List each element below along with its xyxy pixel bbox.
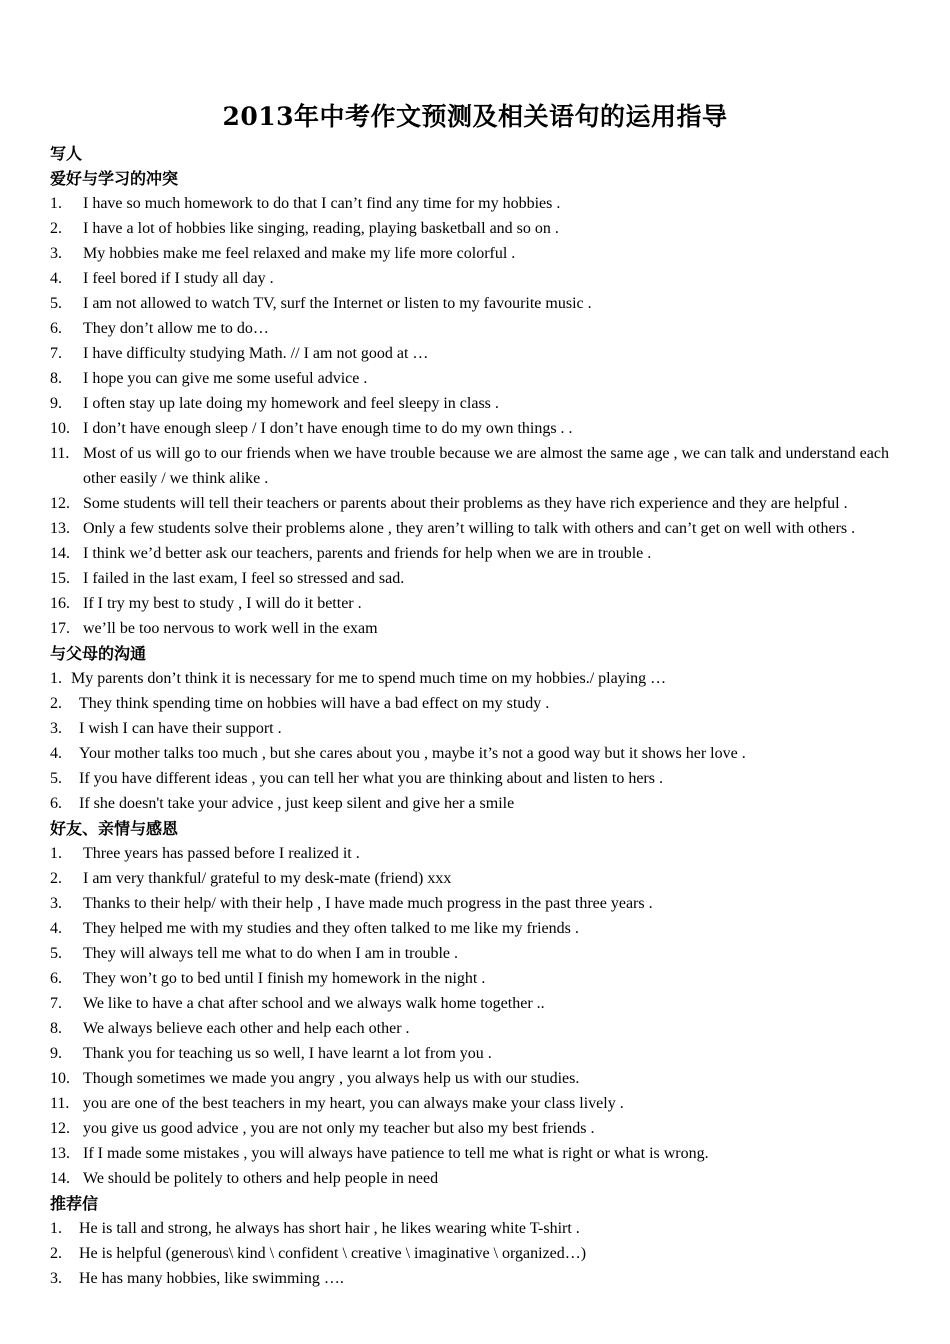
- list-item: 13. If I made some mistakes , you will always have patience to tell me what is right or what is wrong.: [50, 1145, 709, 1162]
- list-item: 17. we’ll be too nervous to work well in the exam: [50, 620, 378, 637]
- list-item: 4. Your mother talks too much , but she cares about you , maybe it’s not a good way but it shows her love .: [50, 745, 746, 762]
- list-item: 13. Only a few students solve their problems alone , they aren’t willing to talk with others and can’t get on well with others .: [50, 520, 856, 537]
- list-item: 1. I have so much homework to do that I can’t find any time for my hobbies .: [50, 195, 561, 212]
- list-item: 9. Thank you for teaching us so well, I have learnt a lot from you .: [50, 1045, 492, 1062]
- list-item: 12. Some students will tell their teachers or parents about their problems as they have rich experience and they are helpful .: [50, 495, 848, 512]
- list-item: 8. I hope you can give me some useful advice .: [50, 370, 368, 387]
- list-item: 3. My hobbies make me feel relaxed and make my life more colorful .: [50, 245, 516, 262]
- list-hobbies-vs-study: [50, 191, 910, 641]
- list-item: 14. I think we’d better ask our teachers, parents and friends for help when we are in trouble .: [50, 545, 652, 562]
- list-parents-communication: [50, 666, 910, 816]
- list-item: 4. I feel bored if I study all day .: [50, 270, 274, 287]
- list-item: 5. If you have different ideas , you can tell her what you are thinking about and listen to hers .: [50, 770, 663, 787]
- page-title: 2013年中考作文预测及相关语句的运用指导: [222, 102, 728, 131]
- list-item: 12. you give us good advice , you are not only my teacher but also my best friends .: [50, 1120, 595, 1137]
- list-item: 1. He is tall and strong, he always has short hair , he likes wearing white T-shirt .: [50, 1220, 580, 1237]
- section-heading-recommendation-letter: 推荐信: [50, 1194, 99, 1213]
- list-item: 3. Thanks to their help/ with their help , I have made much progress in the past three years .: [50, 895, 653, 912]
- list-item: 16. If I try my best to study , I will do it better .: [50, 595, 362, 612]
- document-body: [50, 141, 910, 1291]
- list-item: 2. He is helpful (generous\ kind \ confident \ creative \ imaginative \ organized…): [50, 1245, 587, 1262]
- list-item: 3. I wish I can have their support .: [50, 720, 282, 737]
- list-item: 7. We like to have a chat after school and we always walk home together ..: [50, 995, 545, 1012]
- list-item: 4. They helped me with my studies and they often talked to me like my friends .: [50, 920, 579, 937]
- list-item: 1. Three years has passed before I realized it .: [50, 845, 360, 862]
- section-heading-friends-family-gratitude: 好友、亲情与感恩: [50, 819, 179, 838]
- list-item: 5. I am not allowed to watch TV, surf the Internet or listen to my favourite music .: [50, 295, 592, 312]
- list-item: 6. They won’t go to bed until I finish my homework in the night .: [50, 970, 486, 987]
- list-item: 15. I failed in the last exam, I feel so stressed and sad.: [50, 570, 405, 587]
- list-friends-family-gratitude: [50, 841, 910, 1191]
- list-item: 14. We should be politely to others and help people in need: [50, 1170, 439, 1187]
- list-item: 7. I have difficulty studying Math. // I am not good at …: [50, 345, 429, 362]
- list-item: 10. I don’t have enough sleep / I don’t have enough time to do my own things . .: [50, 420, 573, 437]
- list-item: 9. I often stay up late doing my homework and feel sleepy in class .: [50, 395, 499, 412]
- list-item: 6. If she doesn't take your advice , just keep silent and give her a smile: [50, 795, 515, 812]
- list-item: 3. He has many hobbies, like swimming ….: [50, 1270, 344, 1287]
- list-item: 6. They don’t allow me to do…: [50, 320, 269, 337]
- list-recommendation-letter: [50, 1216, 910, 1291]
- section-heading-parents-communication: 与父母的沟通: [50, 644, 147, 663]
- list-item: 2. I have a lot of hobbies like singing, reading, playing basketball and so on .: [50, 220, 559, 237]
- list-item: 11. you are one of the best teachers in my heart, you can always make your class lively .: [50, 1095, 624, 1112]
- list-item: 1. My parents don’t think it is necessary for me to spend much time on my hobbies./ playing …: [50, 670, 667, 687]
- list-item: 2. They think spending time on hobbies will have a bad effect on my study .: [50, 695, 550, 712]
- list-item: 5. They will always tell me what to do when I am in trouble .: [50, 945, 459, 962]
- list-item: 10. Though sometimes we made you angry , you always help us with our studies.: [50, 1070, 580, 1087]
- list-item: 8. We always believe each other and help each other .: [50, 1020, 410, 1037]
- list-item: 2. I am very thankful/ grateful to my desk-mate (friend) xxx: [50, 870, 452, 887]
- section-heading-hobbies-vs-study: 爱好与学习的冲突: [50, 169, 179, 188]
- section-heading-writing-people: 写人: [50, 144, 83, 163]
- list-item: 11. Most of us will go to our friends when we have trouble because we are almost the same age , we can talk and understand each other easily / we think alike .: [50, 445, 889, 487]
